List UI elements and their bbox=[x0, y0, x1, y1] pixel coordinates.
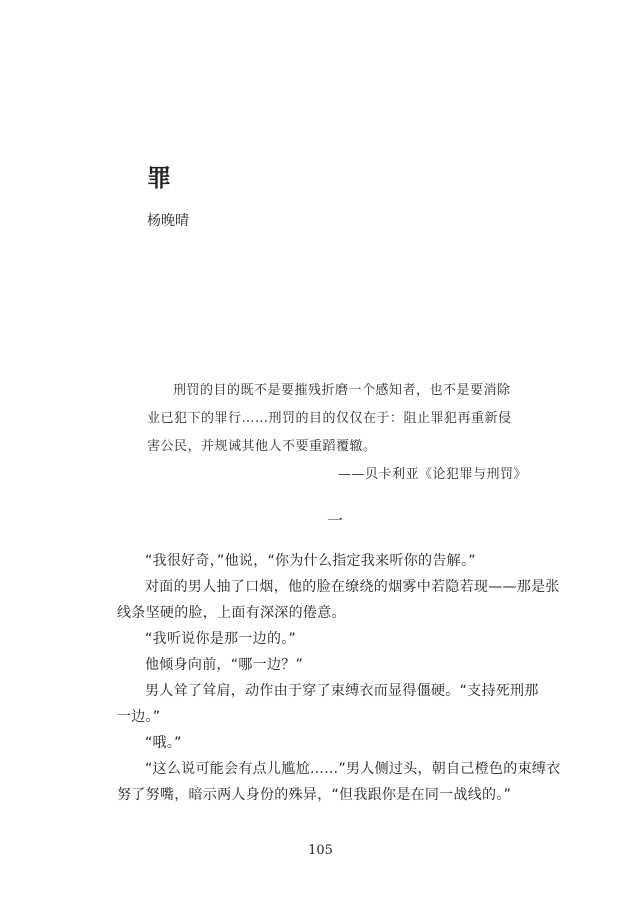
paragraph-line: 对面的男人抽了口烟，他的脸在缭绕的烟雾中若隐若现——那是张 bbox=[145, 579, 560, 595]
body-text bbox=[117, 548, 561, 808]
paragraph-line: “哦。” bbox=[145, 735, 182, 751]
epigraph-line: 业已犯下的罪行……刑罚的目的仅仅在于：阻止罪犯再重新侵 bbox=[147, 411, 512, 426]
epigraph-line: 害公民，并规诫其他人不要重蹈覆辙。 bbox=[147, 439, 377, 454]
paragraph-line: 一边。” bbox=[117, 709, 161, 725]
author-name: 杨晚晴 bbox=[147, 213, 189, 229]
section-number: 一 bbox=[327, 511, 344, 530]
epigraph bbox=[147, 377, 527, 489]
paragraph-line: 线条坚硬的脸，上面有深深的倦意。 bbox=[117, 605, 346, 621]
paragraph-line: 他倾身向前，“哪一边？” bbox=[145, 657, 304, 673]
paragraph-line: “我听说你是那一边的。” bbox=[145, 631, 297, 647]
paragraph-line: 男人耸了耸肩，动作由于穿了束缚衣而显得僵硬。“支持死刑那 bbox=[145, 683, 539, 699]
paragraph-line: “我很好奇，”他说，“你为什么指定我来听你的告解。” bbox=[145, 553, 476, 569]
epigraph-line: 刑罚的目的既不是要摧残折磨一个感知者，也不是要消除 bbox=[173, 383, 511, 398]
paragraph-line: “这么说可能会有点儿尴尬……”男人侧过头，朝自己橙色的束缚衣 bbox=[145, 761, 561, 777]
chapter-title: 罪 bbox=[147, 163, 172, 192]
page-number: 105 bbox=[308, 843, 333, 858]
epigraph-source: ——贝卡利亚《论犯罪与刑罚》 bbox=[337, 467, 527, 482]
paragraph-line: 努了努嘴，暗示两人身份的殊异，“但我跟你是在同一战线的。” bbox=[117, 787, 512, 803]
